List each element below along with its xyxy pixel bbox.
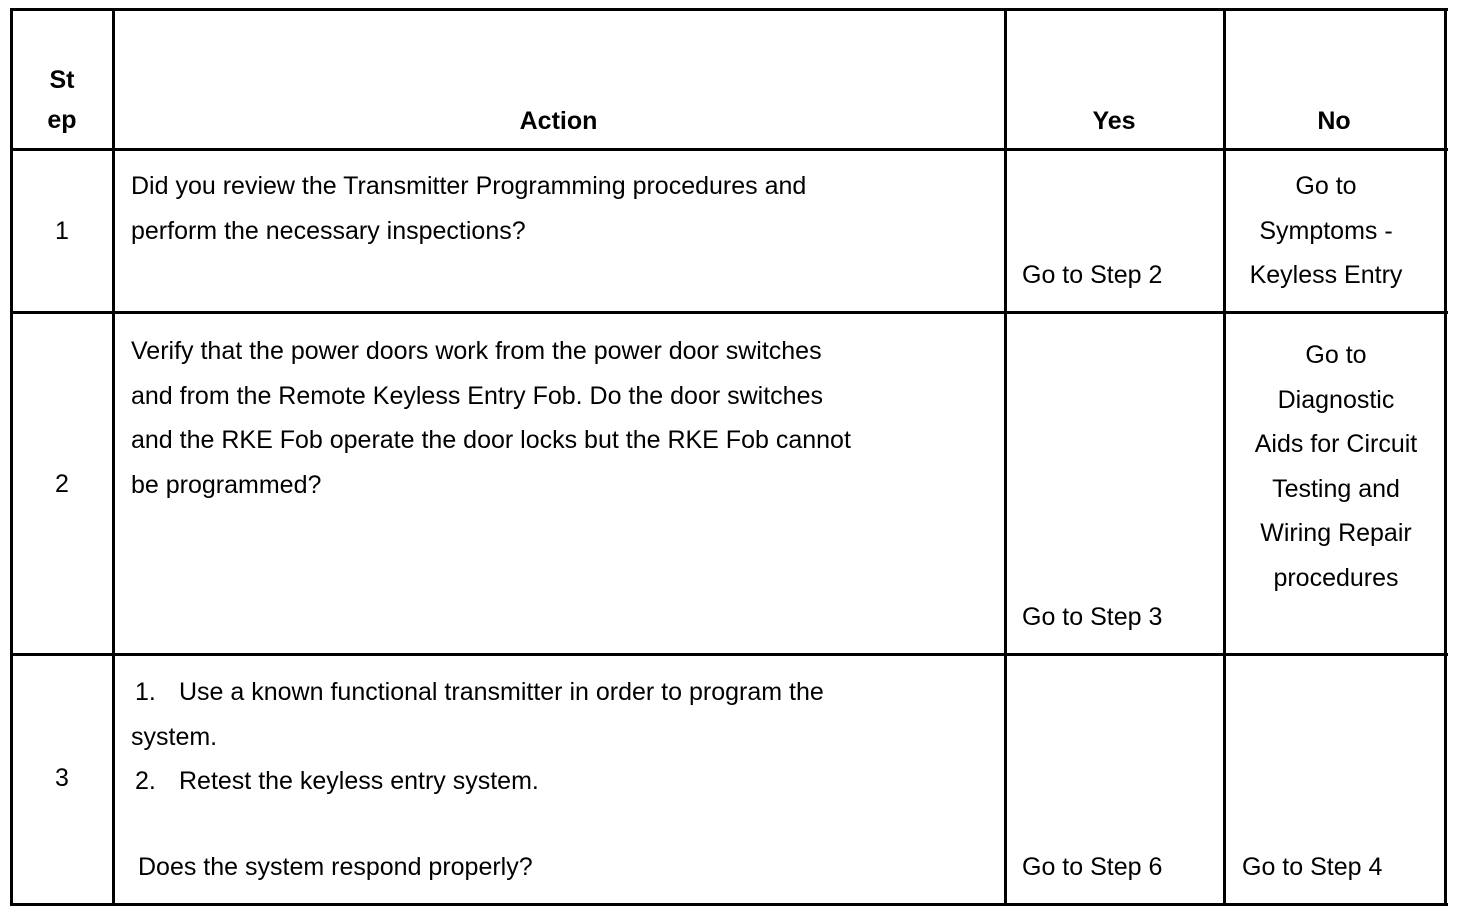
header-no: No: [1317, 107, 1351, 135]
row-3-item-1-line-1: Use a known functional transmitter in order to program the: [179, 678, 824, 706]
table-border-right: [1444, 8, 1447, 906]
row-1-no: [1226, 164, 1426, 298]
row-1-action-line-1: Did you review the Transmitter Programming procedures and: [131, 172, 807, 200]
row-2-no-line-4: Testing and: [1272, 474, 1400, 503]
row-2-divider: [10, 653, 1448, 656]
row-2-action-line-1: Verify that the power doors work from the power door switches: [131, 337, 822, 365]
row-2-no-line-1: Go to: [1305, 341, 1367, 369]
row-2-no-line-5: Wiring Repair: [1260, 519, 1412, 548]
row-2-action: [131, 329, 851, 507]
header-step-line-2: ep: [47, 106, 77, 134]
row-1-action-line-2: perform the necessary inspections?: [131, 216, 526, 245]
row-1-no-line-1: Go to: [1295, 172, 1357, 200]
row-3-item-1-line-2: system.: [131, 723, 218, 751]
header-step-line-1: St: [49, 66, 75, 94]
row-2-yes: Go to Step 3: [1022, 603, 1163, 631]
row-1-no-line-3: Keyless Entry: [1249, 261, 1403, 290]
table-border-bottom: [10, 903, 1448, 906]
row-2-no-line-3: Aids for Circuit: [1254, 430, 1418, 459]
row-1-yes: Go to Step 2: [1022, 261, 1163, 289]
table-border-top: [10, 8, 1448, 11]
row-1-no-line-2: Symptoms -: [1259, 216, 1393, 245]
row-3-item-2-number: 2.: [135, 767, 156, 795]
table-border-left: [10, 8, 13, 906]
row-2-no: [1236, 333, 1436, 601]
row-1-step: 1: [55, 217, 69, 245]
row-1-divider: [10, 311, 1448, 314]
row-1-action: [131, 164, 806, 253]
header-step: [14, 60, 110, 140]
row-3-no: Go to Step 4: [1242, 853, 1383, 881]
row-2-step: 2: [55, 470, 69, 498]
header-row-divider: [10, 148, 1448, 151]
row-3-question: Does the system respond properly?: [138, 853, 533, 881]
row-3-item-1-number: 1.: [135, 678, 156, 706]
row-2-action-line-2: and from the Remote Keyless Entry Fob. Do the door switches: [131, 381, 823, 410]
row-3-item-2-line-1: Retest the keyless entry system.: [179, 767, 539, 795]
row-2-action-line-4: be programmed?: [131, 470, 322, 499]
row-3-yes: Go to Step 6: [1022, 853, 1163, 881]
row-2-no-line-2: Diagnostic: [1277, 385, 1395, 414]
row-2-action-line-3: and the RKE Fob operate the door locks but the RKE Fob cannot: [131, 426, 851, 455]
row-2-no-line-6: procedures: [1273, 563, 1399, 592]
header-action: Action: [519, 107, 598, 135]
row-3-step: 3: [55, 764, 69, 792]
header-yes: Yes: [1092, 107, 1136, 135]
